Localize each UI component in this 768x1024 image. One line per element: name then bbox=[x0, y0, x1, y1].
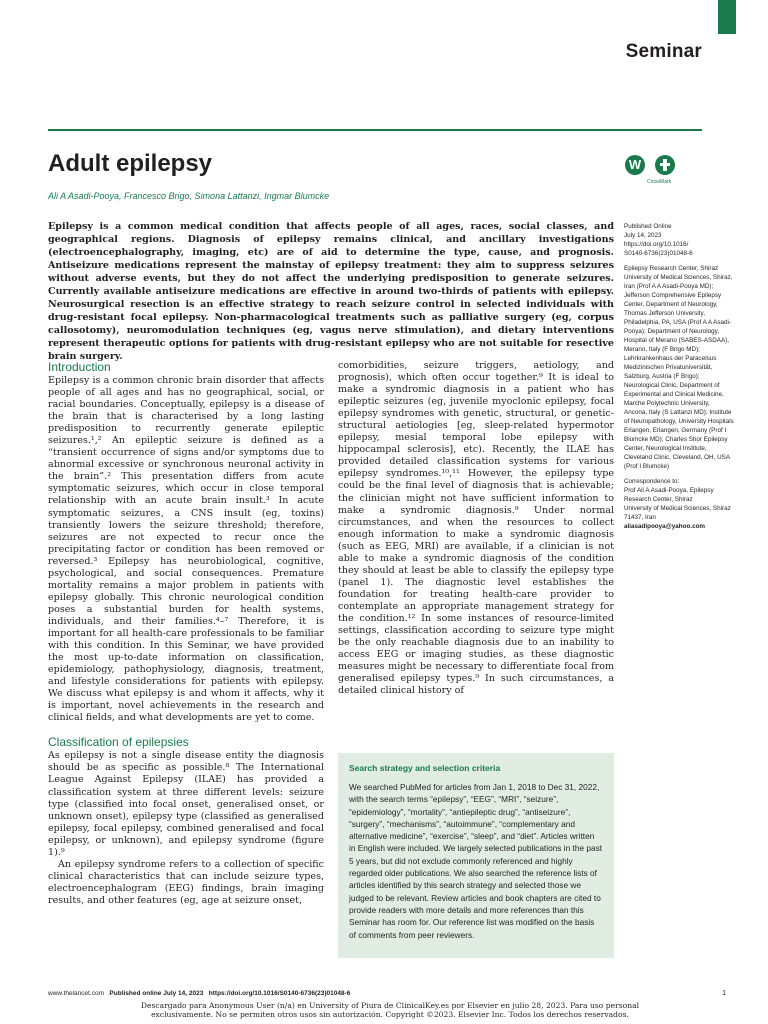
footer-site[interactable]: www.thelancet.com bbox=[48, 990, 104, 997]
page-number: 1 bbox=[722, 990, 726, 997]
published-date: July 14, 2023 bbox=[624, 232, 662, 239]
sidebar-notes bbox=[624, 222, 734, 531]
lancet-w-icon: W bbox=[625, 155, 645, 175]
paragraph-column-2: comorbidities, seizure triggers, aetiology, and prognosis), which often occur together.⁹ It is ideal to make a syndromic diagnosis in a patient who has epileptic seizures (eg, juvenile myoclonic epilepsy, focal epilepsy syndromes with genetic, structural, or genetic-structural aetiologies [eg, sleep-related hypermotor epilepsy, mesial temporal lobe epilepsy with hippocampal sclerosis], etc). Recently, the ILAE has provided detailed classification systems for various epilepsy syndromes.¹⁰,¹¹ However, the epilepsy type could be the final level of diagnosis that is achievable; the clinician might not have sufficient information to make a syndromic diagnosis.⁹ Under normal circumstances, and when the resources to collect enough information to make a syndromic diagnosis (such as EEG, MRI) are available, if a clinician is not able to make a syndromic diagnosis of the condition they should at least be able to classify the epilepsy type (panel 1). The diagnostic level establishes the foundation for treating health-care provider to contemplate an appropriate management strategy for the condition.¹² In some instances of resource-limited settings, classification according to seizure type might be the only reachable diagnosis due to an inability to access EEG or imaging studies, as these diagnostic measures might be necessary to differentiate focal from generalised epilepsy types.⁹ In such circumstances, a detailed clinical history of bbox=[338, 360, 614, 697]
footer-published: Published online July 14, 2023 bbox=[109, 990, 204, 997]
panel-title: Search strategy and selection criteria bbox=[349, 763, 501, 773]
section-color-tab bbox=[718, 0, 736, 34]
crossmark-icon[interactable] bbox=[655, 155, 675, 175]
correspondence-address-2: University of Medical Sciences, Shiraz 71437, Iran bbox=[624, 505, 731, 521]
body-column-1 bbox=[48, 360, 324, 907]
heading-introduction: Introduction bbox=[48, 360, 111, 374]
search-strategy-panel bbox=[338, 753, 614, 958]
crossmark-label: CrossMark bbox=[647, 179, 672, 185]
paragraph-classification-2: An epilepsy syndrome refers to a collection of specific clinical characteristics that can include seizure types, electroencephalogram (EEG) findings, brain imaging results, and other features (eg, age at seizure onset, bbox=[48, 858, 324, 906]
heading-classification: Classification of epilepsies bbox=[48, 735, 189, 750]
correspondence-label: Correspondence to: bbox=[624, 478, 680, 485]
published-label: Published Online bbox=[624, 223, 672, 230]
header-rule bbox=[48, 129, 702, 131]
section-label: Seminar bbox=[625, 41, 702, 62]
paragraph-introduction: Epilepsy is a common chronic brain disorder that affects people of all ages and has no geographical, social, or racial boundaries. Conceptually, epilepsy is a disease of the brain that is characterised by a long lasting predisposition to recurrently generate epileptic seizures.¹,² An epileptic seizure is defined as a “transient occurrence of signs and/or symptoms due to abnormal excessive or synchronous neuronal activity in the brain”.² This presentation differs from acute symptomatic seizures, which occur in close temporal relationship with an acute brain insult.³ In acute symptomatic seizures, a CNS insult (eg, toxins) transiently lowers the seizure threshold; therefore, seizures are not expected to recur once the precipitating factor or condition has been removed or reversed.³ Epilepsy has neurobiological, cognitive, psychological, and social consequences. Premature mortality remains a major problem in patients with epilepsy globally. This chronic neurological condition poses a substantial burden for health systems, individuals, and their families.⁴–⁷ Therefore, it is important for all health-care professionals to be familiar with this condition. In this Seminar, we have provided the most up-to-date information on classification, epidemiology, pathophysiology, diagnosis, treatment, and lifestyle considerations for patients with epilepsy. We discuss what epilepsy is and whom it affects, why it is important, novel achievements in the research and clinical fields, and what developments are yet to come. bbox=[48, 375, 324, 724]
article-title: Adult epilepsy bbox=[48, 150, 213, 177]
paragraph-classification-1: As epilepsy is not a single disease entity the diagnosis should be as specific as possible.⁸ The International League Against Epilepsy (ILAE) has provided a classification system at three different levels: seizure type (classified into focal onset, generalised onset, or unknown onset), epilepsy type (classified as generalised epilepsy, focal epilepsy, combined generalised and focal epilepsy, or unknown), and epilepsy syndrome (figure 1).⁹ bbox=[48, 750, 324, 858]
affiliations: Epilepsy Research Center, Shiraz University of Medical Sciences, Shiraz, Iran (Prof A A Asadi-Pooya MD); Jefferson Comprehensive Epilepsy Center, Department of Neurology, Thomas Jefferson University, Philadelphia, PA, USA (Prof A A Asadi-Pooya); Department of Neurology, Hospital of Merano (SABES-ASDAA), Merano, Italy (F Brigo MD); Lehrkrankenhaus der Paracelsus Medizinischen Privatuniversität, Salzburg, Austria (F Brigo); Neurological Clinic, Department of Experimental and Clinical Medicine, Marche Polytechnic University, Ancona, Italy (S Lattanzi MD); Institute of Neuropathology, University Hospitals Erlangen, Erlangen, Germany (Prof I Blumcke MD); Charles Shor Epilepsy Center, Neurological Institute, Cleveland Clinic, Cleveland, OH, USA (Prof I Blumcke) bbox=[624, 265, 734, 470]
correspondence-email[interactable]: aliasadipooya@yahoo.com bbox=[624, 523, 706, 530]
abstract: Epilepsy is a common medical condition that affects people of all ages, races, social classes, and geographical regions. Diagnosis of epilepsy remains clinical, and ancillary investigations (electroencephalography, imaging, etc) are of aid to determine the type, cause, and prognosis. Antiseizure medications represent the mainstay of epilepsy treatment: they aim to suppress seizures without adverse events, but they do not affect the underlying predisposition to generate seizures. Currently available antiseizure medications are effective in around two-thirds of patients with epilepsy. Neurosurgical resection is an effective strategy to reach seizure control in selected individuals with drug-resistant focal epilepsy. Non-pharmacological treatments such as palliative surgery (eg, corpus callosotomy), neuromodulation techniques (eg, vagus nerve stimulation), and dietary interventions represent therapeutic options for patients with drug-resistant epilepsy who are not suitable for resective brain surgery. bbox=[48, 221, 614, 363]
correspondence-address-1: Prof Ali A Asadi-Pooya, Epilepsy Research Center, Shiraz bbox=[624, 487, 714, 503]
doi-link[interactable]: https://doi.org/10.1016/ S0140-6736(23)01048-6 bbox=[624, 241, 693, 257]
badge-group bbox=[625, 155, 685, 191]
page-footer bbox=[48, 990, 734, 997]
body-column-2 bbox=[338, 360, 614, 697]
panel-text: We searched PubMed for articles from Jan 1, 2018 to Dec 31, 2022, with the search terms “epilepsy”, “EEG”, “MRI”, “seizure”, “epidemiology”, “mortality”, “antiepileptic drug”, “antiseizure”, “surgery”, “mechanisms”, “autoimmune”, “complementary and alternative medicine”, “exercise”, “sleep”, and “diet”. Articles written in English were included. We largely selected publications in the past 5 years, but did not exclude commonly referenced and highly regarded older publications. We also searched the reference lists of articles identified by this search strategy and selected those we judged to be relevant. Review articles and book chapters are cited to provide readers with more details and more references than this Seminar has room for. Our reference list was modified on the basis of comments from peer reviewers. bbox=[349, 782, 603, 940]
disclaimer-line-1: Descargado para Anonymous User (n/a) en University of Piura de ClinicalKey.es por Elsevier en julio 28, 2023. Para uso personal bbox=[140, 1001, 640, 1010]
author-list[interactable]: Ali A Asadi-Pooya, Francesco Brigo, Simona Lattanzi, Ingmar Blumcke bbox=[48, 191, 330, 201]
download-disclaimer bbox=[120, 1001, 660, 1020]
disclaimer-line-2: exclusivamente. No se permiten otros usos sin autorización. Copyright ©2023. Elsevier Inc. Todos los derechos reservados. bbox=[151, 1010, 629, 1020]
footer-doi[interactable]: https://doi.org/10.1016/S0140-6736(23)01048-6 bbox=[208, 990, 351, 997]
